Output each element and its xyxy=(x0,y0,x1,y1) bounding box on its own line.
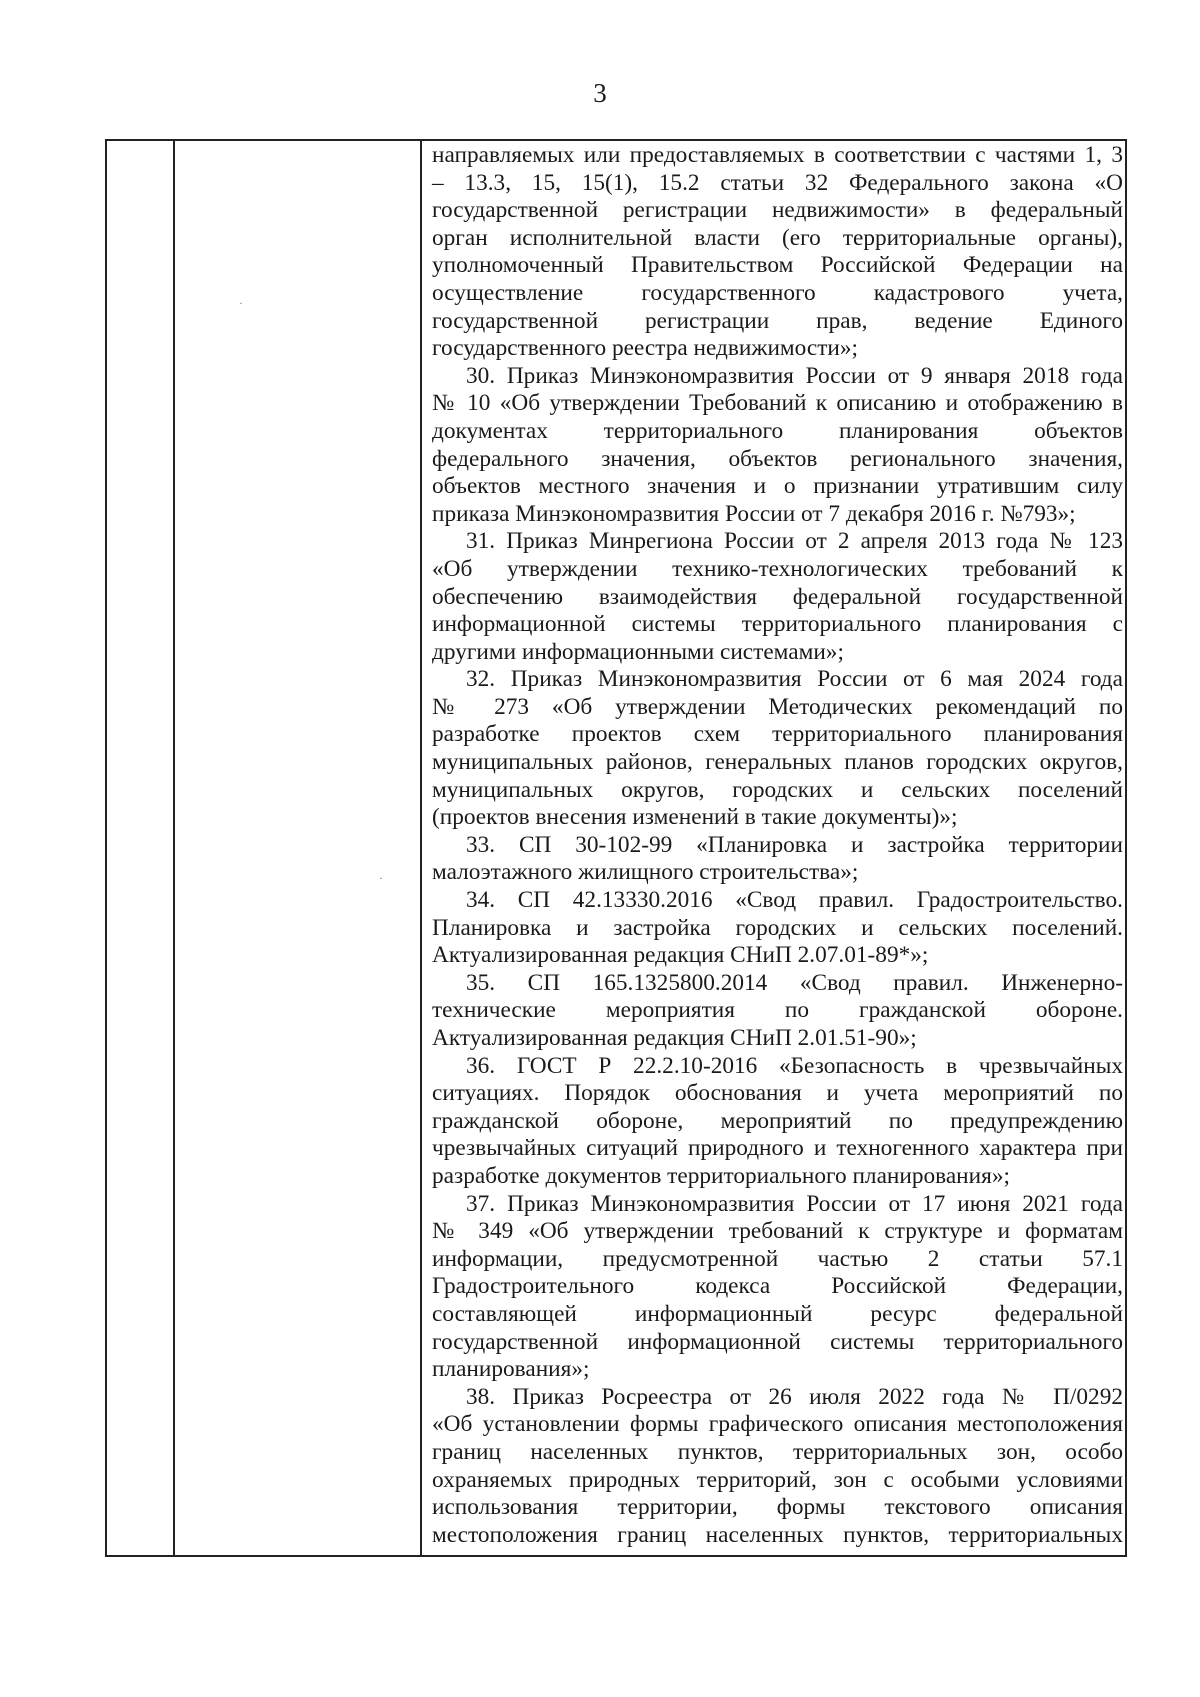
text-line: границ населенных пунктов, территориальных зон, особо xyxy=(432,1438,1123,1465)
text-line: ситуациях. Порядок обоснования и учета мероприятий по xyxy=(432,1080,1123,1107)
text-line: малоэтажного жилищного строительства»; xyxy=(432,859,859,886)
text-line: государственной информационной системы территориального xyxy=(432,1328,1123,1355)
list-paragraph xyxy=(432,363,1123,529)
text-line: направляемых или предоставляемых в соответствии с частями 1, 3 xyxy=(432,142,1123,168)
text-line: информационной системы территориального планирования с xyxy=(432,611,1123,638)
text-line: охраняемых природных территорий, зон с особыми условиями xyxy=(432,1466,1123,1493)
text-line: (проектов внесения изменений в такие документы)»; xyxy=(432,804,958,831)
text-line: разработке документов территориального планирования»; xyxy=(432,1162,1010,1189)
list-paragraph xyxy=(432,970,1123,1053)
text-line: государственной регистрации прав, ведение Единого xyxy=(432,307,1123,334)
text-line: планирования»; xyxy=(432,1356,590,1383)
list-paragraph xyxy=(432,1053,1123,1191)
text-line: федерального значения, объектов регионального значения, xyxy=(432,445,1123,472)
text-line: составляющей информационный ресурс федеральной xyxy=(432,1300,1123,1327)
text-line: 31. Приказ Минрегиона России от 2 апреля 2013 года № 123 xyxy=(466,528,1123,555)
text-line: муниципальных округов, городских и сельских поселений xyxy=(432,776,1123,803)
text-line: приказа Минэкономразвития России от 7 декабря 2016 г. №793»; xyxy=(432,500,1076,527)
text-line: – 13.3, 15, 15(1), 15.2 статьи 32 Федерального закона «О xyxy=(432,169,1123,196)
text-line: Планировка и застройка городских и сельских поселений. xyxy=(432,914,1123,941)
text-line: гражданской обороне, мероприятий по предупреждению xyxy=(432,1107,1123,1134)
text-line: Актуализированная редакция СНиП 2.07.01-89*»; xyxy=(432,942,929,969)
text-line: объектов местного значения и о признании утратившим силу xyxy=(432,473,1123,500)
text-line: «Об установлении формы графического описания местоположения xyxy=(432,1411,1123,1438)
table-text-cell xyxy=(432,142,1123,1549)
list-paragraph xyxy=(432,832,1123,887)
list-paragraph xyxy=(432,666,1123,832)
text-line: 38. Приказ Росреестра от 26 июля 2022 года № П/0292 xyxy=(466,1383,1123,1410)
text-line: 35. СП 165.1325800.2014 «Свод правил. Инженерно- xyxy=(466,969,1123,996)
text-line: информации, предусмотренной частью 2 статьи 57.1 xyxy=(432,1245,1123,1272)
text-line: местоположения границ населенных пунктов, территориальных xyxy=(432,1521,1123,1548)
text-line: № 349 «Об утверждении требований к структуре и форматам xyxy=(432,1218,1123,1245)
text-line: Актуализированная редакция СНиП 2.01.51-90»; xyxy=(432,1025,917,1051)
text-line: № 273 «Об утверждении Методических рекомендаций по xyxy=(432,693,1123,720)
text-line: технические мероприятия по гражданской обороне. xyxy=(432,997,1123,1024)
list-paragraph xyxy=(432,1384,1123,1550)
text-line: уполномоченный Правительством Российской Федерации на xyxy=(432,252,1123,279)
text-line: Градостроительного кодекса Российской Федерации, xyxy=(432,1273,1123,1300)
text-line: использования территории, формы текстового описания xyxy=(432,1494,1123,1521)
list-paragraph xyxy=(432,528,1123,666)
table-column-divider-1 xyxy=(173,141,175,1555)
table-column-divider-2 xyxy=(420,141,422,1555)
text-line: государственного реестра недвижимости»; xyxy=(432,335,859,362)
document-table xyxy=(105,139,1127,1557)
text-line: осуществление государственного кадастрового учета, xyxy=(432,279,1123,306)
text-line: № 10 «Об утверждении Требований к описанию и отображению в xyxy=(432,390,1123,417)
text-line: другими информационными системами»; xyxy=(432,638,844,665)
text-line: 32. Приказ Минэкономразвития России от 6 мая 2024 года xyxy=(466,666,1123,693)
scan-artifact: · xyxy=(239,296,243,310)
list-paragraph xyxy=(432,1191,1123,1384)
text-line: документах территориального планирования объектов xyxy=(432,417,1123,444)
text-line: 36. ГОСТ Р 22.2.10-2016 «Безопасность в чрезвычайных xyxy=(466,1052,1123,1079)
text-line: государственной регистрации недвижимости» в федеральный xyxy=(432,197,1123,224)
text-line: 34. СП 42.13330.2016 «Свод правил. Градостроительство. xyxy=(466,887,1123,914)
text-line: муниципальных районов, генеральных планов городских округов, xyxy=(432,749,1123,776)
text-line: обеспечению взаимодействия федеральной государственной xyxy=(432,583,1123,610)
page-number: 3 xyxy=(593,78,607,108)
text-line: 30. Приказ Минэкономразвития России от 9 января 2018 года xyxy=(466,362,1123,389)
text-line: разработке проектов схем территориального планирования xyxy=(432,721,1123,748)
list-paragraph xyxy=(432,887,1123,970)
text-line: «Об утверждении технико-технологических требований к xyxy=(432,555,1123,582)
text-line: орган исполнительной власти (его территориальные органы), xyxy=(432,224,1123,251)
list-paragraph xyxy=(432,142,1123,363)
text-line: 33. СП 30-102-99 «Планировка и застройка территории xyxy=(466,831,1123,858)
text-line: 37. Приказ Минэкономразвития России от 17 июня 2021 года xyxy=(466,1190,1123,1217)
scan-artifact: · xyxy=(379,871,383,885)
text-line: чрезвычайных ситуаций природного и техногенного характера при xyxy=(432,1135,1123,1162)
